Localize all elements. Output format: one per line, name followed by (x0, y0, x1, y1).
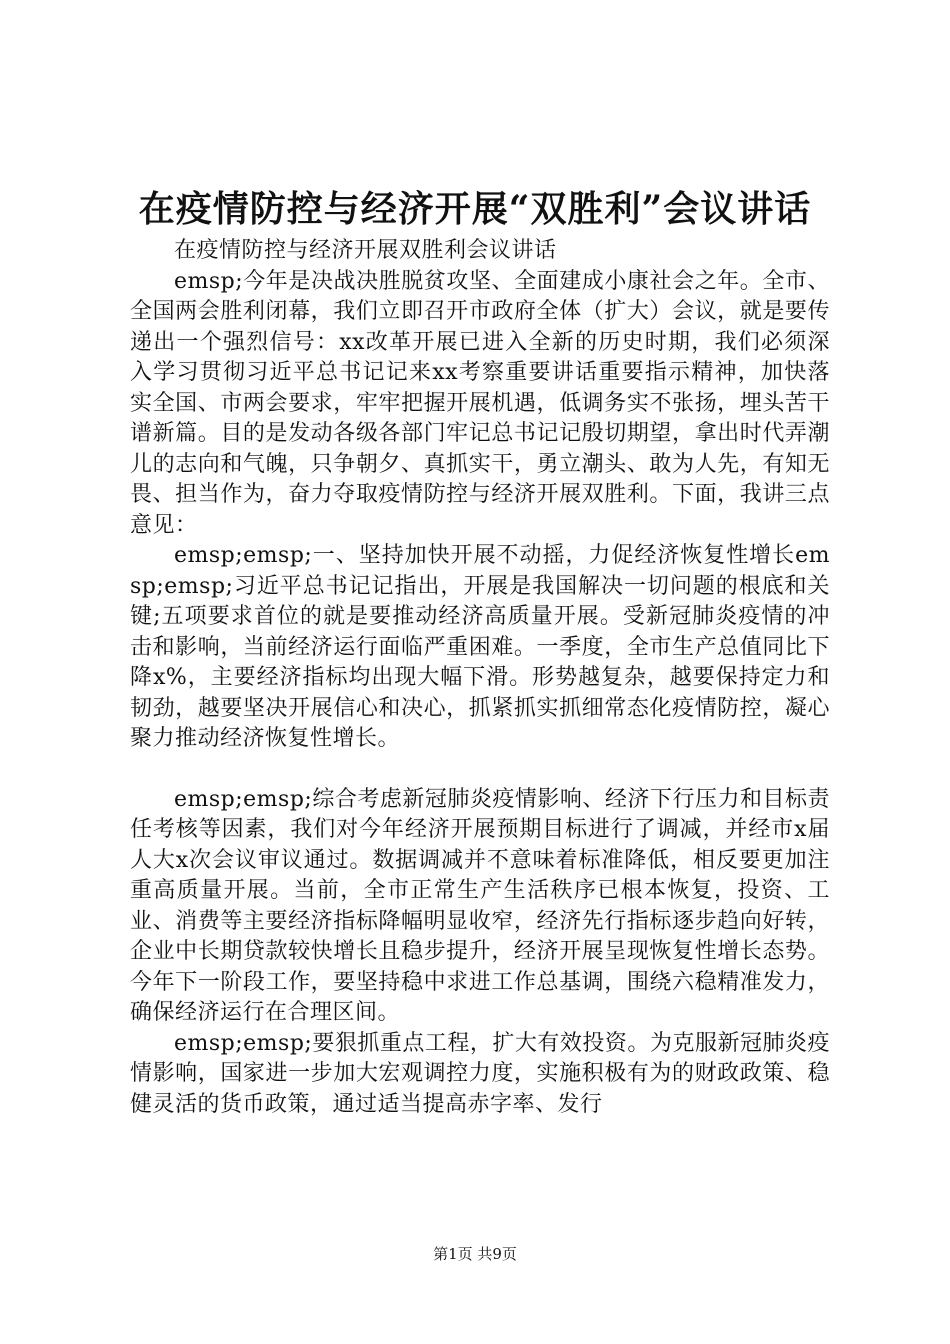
subtitle-paragraph: 在疫情防控与经济开展双胜利会议讲话 (174, 238, 557, 263)
document-title: 在疫情防控与经济开展“双胜利”会议讲话 (138, 188, 812, 230)
targets-paragraph: emsp;emsp;综合考虑新冠肺炎疫情影响、经济下行压力和目标责任考核等因素，我们对今年经济开展预期目标进行了调减，并经市x届人大x次会议审议通过。数据调减并不意味着标准降低，相反要更加注重高质量开展。当前，全市正常生产生活秩序已根本恢复，投资、工业、消费等主要经济指标降幅明显收窄，经济先行指标逐步趋向好转，企业中长期贷款较快增长且稳步提升，经济开展呈现恢复性增长态势。今年下一阶段工作，要坚持稳中求进工作总基调，围绕六稳精准发力，确保经济运行在合理区间。 (130, 786, 830, 1025)
investment-paragraph: emsp;emsp;要狠抓重点工程，扩大有效投资。为克服新冠肺炎疫情影响，国家进一步加大宏观调控力度，实施积极有为的财政政策、稳健灵活的货币政策，通过适当提高赤字率、发行 (130, 1030, 830, 1117)
section-one-paragraph: emsp;emsp;一、坚持加快开展不动摇，力促经济恢复性增长emsp;emsp;习近平总书记记指出，开展是我国解决一切问题的根底和关键;五项要求首位的就是要推动经济高质量开展。受新冠肺炎疫情的冲击和影响，当前经济运行面临严重困难。一季度，全市生产总值同比下降x%，主要经济指标均出现大幅下滑。形势越复杂，越要保持定力和韧劲，越要坚决开展信心和决心，抓紧抓实抓细常态化疫情防控，凝心聚力推动经济恢复性增长。 (130, 543, 830, 751)
document-body (130, 236, 830, 1120)
page-number-footer: 第1页 共9页 (433, 1245, 517, 1263)
intro-paragraph: emsp;今年是决战决胜脱贫攻坚、全面建成小康社会之年。全市、全国两会胜利闭幕，我们立即召开市政府全体（扩大）会议，就是要传递出一个强烈信号：xx改革开展已进入全新的历史时期，我们必须深入学习贯彻习近平总书记记来xx考察重要讲话重要指示精神，加快落实全国、市两会要求，牢牢把握开展机遇，低调务实不张扬，埋头苦干谱新篇。目的是发动各级各部门牢记总书记记殷切期望，拿出时代弄潮儿的志向和气魄，只争朝夕、真抓实干，勇立潮头、敢为人先，有知无畏、担当作为，奋力夺取疫情防控与经济开展双胜利。下面，我讲三点意见： (130, 268, 830, 538)
